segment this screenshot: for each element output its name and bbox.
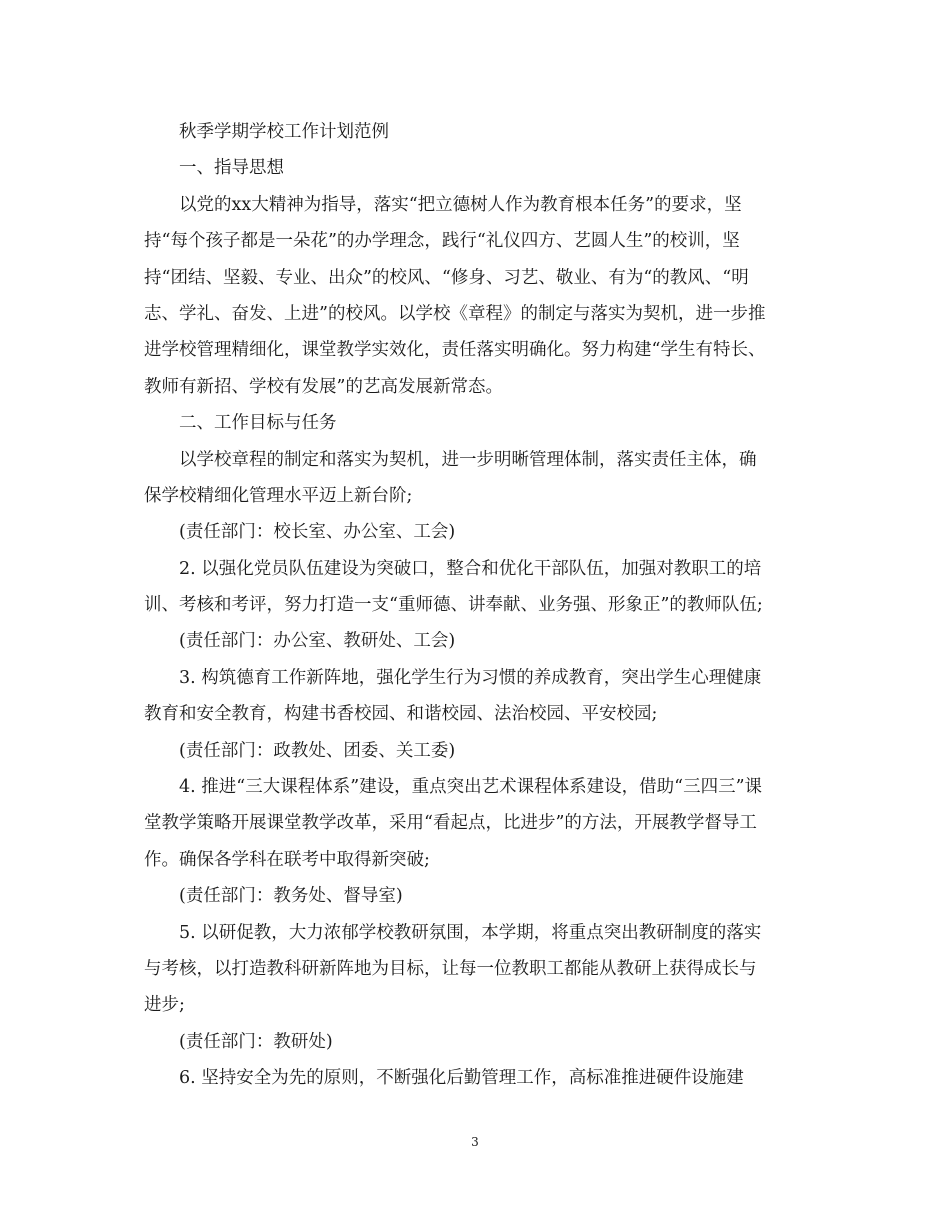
- text-line: 5. 以研促教，大力浓郁学校教研氛围，本学期，将重点突出教研制度的落实: [179, 922, 762, 943]
- text-line: 进学校管理精细化，课堂教学实效化，责任落实明确化。努力构建“学生有特长、: [144, 340, 766, 361]
- text-line: 保学校精细化管理水平迈上新台阶;: [144, 485, 413, 506]
- text-line: 作。确保各学科在联考中取得新突破;: [144, 849, 430, 870]
- text-line: (责任部门：教研处): [179, 1031, 333, 1052]
- text-line: (责任部门：校长室、办公室、工会): [179, 522, 456, 543]
- text-line: (责任部门：教务处、督导室): [179, 886, 403, 907]
- text-line: 6. 坚持安全为先的原则，不断强化后勤管理工作，高标准推进硬件设施建: [179, 1068, 744, 1089]
- text-line: 志、学礼、奋发、上进”的校风。以学校《章程》的制定与落实为契机，进一步推: [144, 303, 766, 324]
- text-line: 持“每个孩子都是一朵花”的办学理念，践行“礼仪四方、艺圆人生”的校训，坚: [144, 231, 740, 252]
- text-line: 进步;: [144, 995, 185, 1016]
- text-line: 教育和安全教育，构建书香校园、和谐校园、法治校园、平安校园;: [144, 704, 658, 725]
- text-line: 4. 推进“三大课程体系”建设，重点突出艺术课程体系建设，借助“三四三”课: [179, 777, 763, 798]
- text-line: 以党的xx大精神为指导，落实“把立德树人作为教育根本任务”的要求，坚: [179, 194, 742, 215]
- text-line: (责任部门：政教处、团委、关工委): [179, 740, 456, 761]
- text-line: 教师有新招、学校有发展”的艺高发展新常态。: [144, 376, 503, 397]
- text-line: 秋季学期学校工作计划范例: [179, 122, 389, 142]
- text-line: 以学校章程的制定和落实为契机，进一步明晰管理体制，落实责任主体，确: [179, 449, 757, 470]
- document-body: [144, 114, 806, 1097]
- page-number: 3: [471, 1135, 479, 1149]
- text-line: 训、考核和考评，努力打造一支“重师德、讲奉献、业务强、形象正”的教师队伍;: [144, 595, 763, 616]
- text-line: (责任部门：办公室、教研处、工会): [179, 631, 456, 652]
- text-line: 一、指导思想: [179, 158, 284, 179]
- text-line: 持“团结、坚毅、专业、出众”的校风、“修身、习艺、敬业、有为“的教风、“明: [144, 267, 749, 288]
- text-line: 2. 以强化党员队伍建设为突破口，整合和优化干部队伍，加强对教职工的培: [179, 558, 762, 579]
- text-line: 与考核，以打造教科研新阵地为目标，让每一位教职工都能从教研上获得成长与: [144, 958, 757, 979]
- text-line: 二、工作目标与任务: [179, 413, 337, 434]
- text-line: 3. 构筑德育工作新阵地，强化学生行为习惯的养成教育，突出学生心理健康: [179, 667, 762, 688]
- text-line: 堂教学策略开展课堂教学改革，采用“看起点，比进步”的方法，开展教学督导工: [144, 813, 757, 834]
